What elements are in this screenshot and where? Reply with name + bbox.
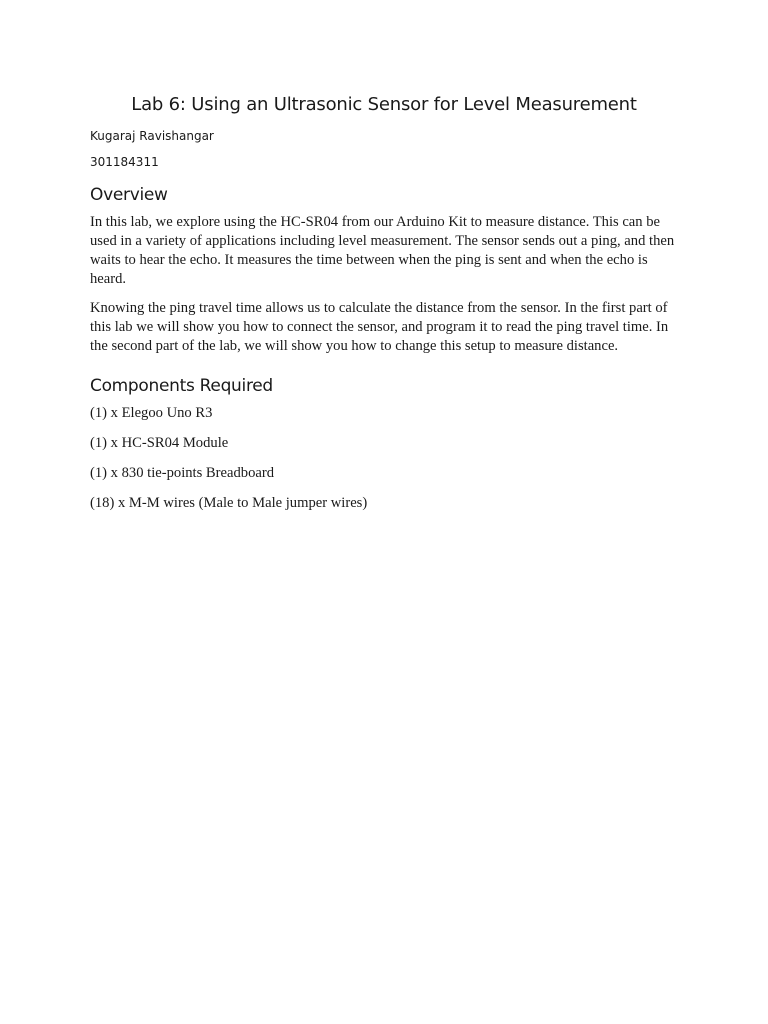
overview-paragraph: In this lab, we explore using the HC-SR04 from our Arduino Kit to measure distance. This can be used in a variety of applications including level measurement. The sensor sends out a ping, and then waits to hear the echo. It measures the time between when the ping is sent and when the echo is heard. bbox=[90, 214, 675, 287]
components-heading: Components Required bbox=[90, 376, 273, 396]
overview-paragraph: Knowing the ping travel time allows us to calculate the distance from the sensor. In the first part of this lab we will show you how to connect the sensor, and program it to read the ping travel time. In the second part of the lab, we will show you how to change this setup to measure distance. bbox=[90, 300, 669, 354]
component-item: (18) x M-M wires (Male to Male jumper wires) bbox=[90, 495, 368, 511]
component-item: (1) x HC-SR04 Module bbox=[90, 435, 229, 451]
overview-heading: Overview bbox=[90, 185, 168, 205]
component-item: (1) x 830 tie-points Breadboard bbox=[90, 465, 274, 481]
document-title: Lab 6: Using an Ultrasonic Sensor for Level Measurement bbox=[131, 94, 637, 115]
component-item: (1) x Elegoo Uno R3 bbox=[90, 405, 213, 421]
author-name: Kugaraj Ravishangar bbox=[90, 129, 214, 143]
student-id: 301184311 bbox=[90, 155, 159, 169]
